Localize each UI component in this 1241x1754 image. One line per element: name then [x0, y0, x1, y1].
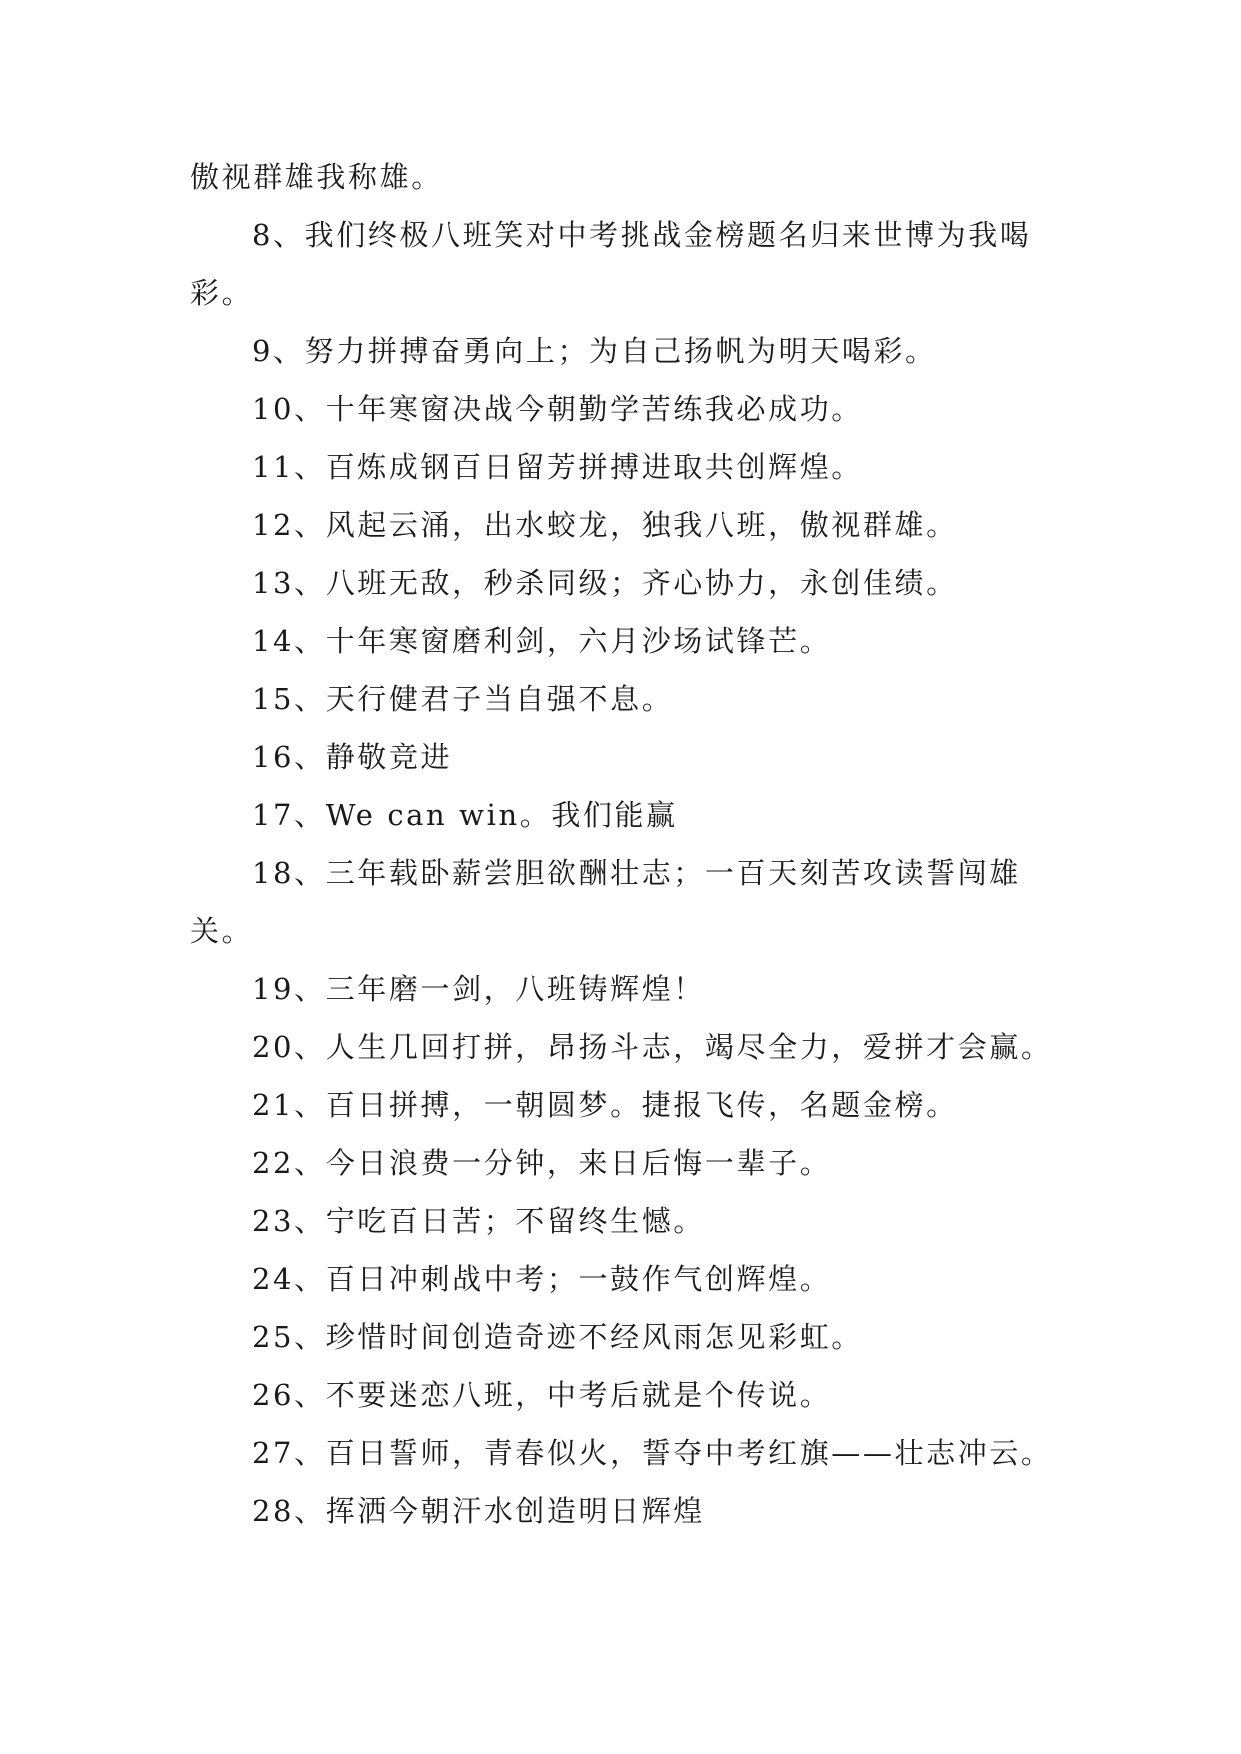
slogan-item-13: 13、八班无敌，秒杀同级；齐心协力，永创佳绩。	[252, 566, 958, 600]
slogan-item-25: 25、珍惜时间创造奇迹不经风雨怎见彩虹。	[252, 1320, 863, 1354]
slogan-item-20: 20、人生几回打拼，昂扬斗志，竭尽全力，爱拼才会赢。	[252, 1030, 1053, 1064]
slogan-item-8: 8、我们终极八班笑对中考挑战金榜题名归来世博为我喝彩。	[190, 218, 1032, 310]
slogan-item-23: 23、宁吃百日苦；不留终生憾。	[252, 1204, 705, 1238]
slogan-item-26: 26、不要迷恋八班，中考后就是个传说。	[252, 1378, 832, 1412]
slogan-item-17: 17、We can win。我们能赢	[252, 798, 678, 832]
slogan-item-28: 28、挥洒今朝汗水创造明日辉煌	[252, 1494, 705, 1528]
slogan-item-10: 10、十年寒窗决战今朝勤学苦练我必成功。	[252, 392, 863, 426]
slogan-item-21: 21、百日拼搏，一朝圆梦。捷报飞传，名题金榜。	[252, 1088, 958, 1122]
slogan-item-24: 24、百日冲刺战中考；一鼓作气创辉煌。	[252, 1262, 832, 1296]
slogan-item-12: 12、风起云涌，出水蛟龙，独我八班，傲视群雄。	[252, 508, 958, 542]
slogan-item-27: 27、百日誓师，青春似火，誓夺中考红旗——壮志冲云。	[252, 1436, 1053, 1470]
document-body	[190, 148, 1060, 1540]
slogan-item-9: 9、努力拼搏奋勇向上；为自己扬帆为明天喝彩。	[252, 334, 937, 368]
slogan-item-22: 22、今日浪费一分钟，来日后悔一辈子。	[252, 1146, 832, 1180]
slogan-item-18: 18、三年载卧薪尝胆欲酬壮志；一百天刻苦攻读誓闯雄关。	[190, 856, 1021, 948]
slogan-item-11: 11、百炼成钢百日留芳拼搏进取共创辉煌。	[252, 450, 863, 484]
paragraph-continuation: 傲视群雄我称雄。	[190, 160, 443, 194]
slogan-item-19: 19、三年磨一剑，八班铸辉煌！	[252, 972, 705, 1006]
slogan-item-15: 15、天行健君子当自强不息。	[252, 682, 674, 716]
slogan-item-14: 14、十年寒窗磨利剑，六月沙场试锋芒。	[252, 624, 832, 658]
slogan-item-16: 16、静敬竞进	[252, 740, 453, 774]
